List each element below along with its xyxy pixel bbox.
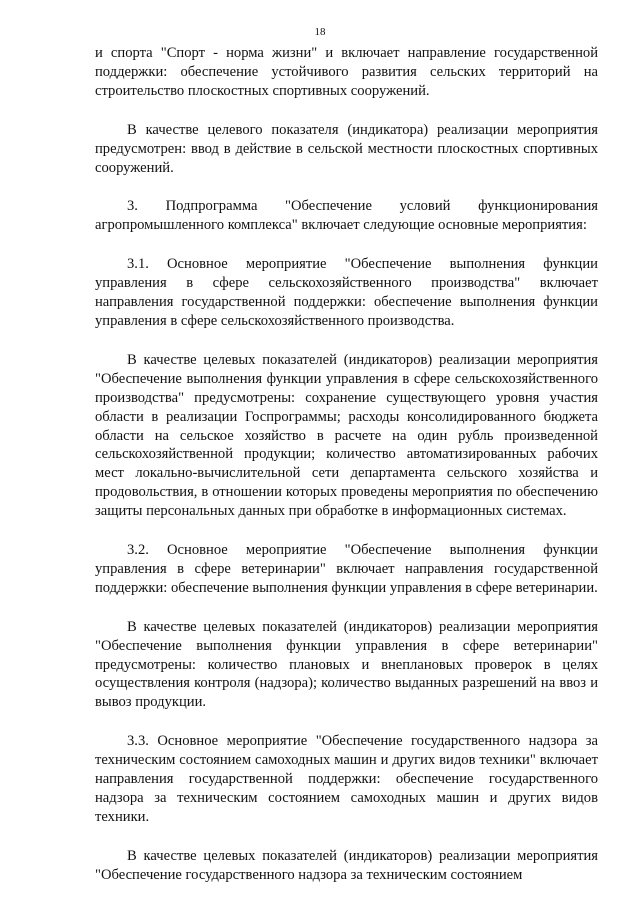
document-body xyxy=(95,44,598,885)
paragraph-sport-indicator: В качестве целевого показателя (индикатора) реализации мероприятия предусмотрен: ввод в действие в сельской местности плоскостных спортивных сооружений. xyxy=(95,121,598,176)
paragraph-measure-3-2-indicators: В качестве целевых показателей (индикаторов) реализации мероприятия "Обеспечение выполнения функции управления в сфере ветеринарии" предусмотрены: количество плановых и внеплановых проверок в целях осуществления контроля (надзора); количество выданных разрешений на ввоз и вывоз продукции. xyxy=(95,618,598,711)
page-number: 18 xyxy=(314,26,326,38)
paragraph-measure-3-3: 3.3. Основное мероприятие "Обеспечение государственного надзора за техническим состоянием самоходных машин и других видов техники" включает направления государственной поддержки: обеспечение государственного надзора за техническим состоянием самоходных машин и других видов техники. xyxy=(95,733,598,825)
paragraph-measure-3-1: 3.1. Основное мероприятие "Обеспечение выполнения функции управления в сфере сельскохозяйственного производства" включает направления государственной поддержки: обеспечение выполнения функции управления в сфере сельскохозяйственного производства. xyxy=(95,256,598,329)
paragraph-measure-3-3-indicators: В качестве целевых показателей (индикаторов) реализации мероприятия "Обеспечение государственного надзора за техническим состоянием xyxy=(95,847,598,883)
paragraph-measure-3-2: 3.2. Основное мероприятие "Обеспечение выполнения функции управления в сфере ветеринарии" включает направления государственной поддержки: обеспечение выполнения функции управления в сфере ветеринарии. xyxy=(95,542,598,596)
paragraph-subprogram-3: 3. Подпрограмма "Обеспечение условий функционирования агропромышленного комплекса" включает следующие основные мероприятия: xyxy=(95,198,598,234)
paragraph-sport-continuation: и спорта "Спорт - норма жизни" и включает направление государственной поддержки: обеспечение устойчивого развития сельских территорий на строительство плоскостных спортивных сооружений. xyxy=(95,45,598,99)
paragraph-measure-3-1-indicators: В качестве целевых показателей (индикаторов) реализации мероприятия "Обеспечение выполнения функции управления в сфере сельскохозяйственного производства" предусмотрены: сохранение существующего уровня участия области в реализации Госпрограммы; расходы консолидированного бюджета области на сельское хозяйство в расчете на один рубль произведенной сельскохозяйственной продукции; количество автоматизированных рабочих мест локально-вычислительной сети департамента сельского хозяйства и продовольствия, в отношении которых проведены мероприятия по обеспечению защиты персональных данных при обработке в информационных системах. xyxy=(95,351,598,520)
